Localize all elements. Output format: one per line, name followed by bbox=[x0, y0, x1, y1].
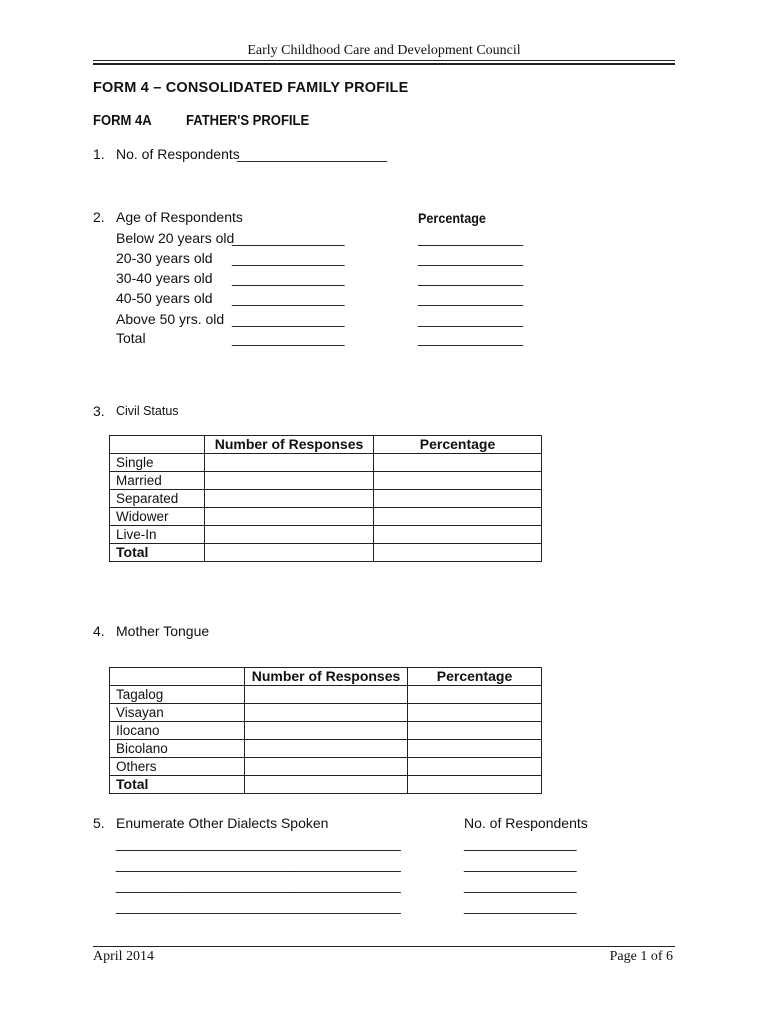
q2-row-label: Total bbox=[116, 330, 146, 346]
row-label: Separated bbox=[110, 490, 205, 508]
header-rule-thick bbox=[93, 63, 675, 65]
responses-cell[interactable] bbox=[205, 490, 374, 508]
table-row bbox=[110, 472, 542, 490]
q2-row-pct[interactable]: ______________ bbox=[418, 250, 523, 266]
civil-status-table bbox=[109, 435, 542, 562]
table-total-row bbox=[110, 776, 542, 794]
table-header-cell bbox=[110, 436, 205, 454]
q2-row-label: 40-50 years old bbox=[116, 290, 213, 306]
table-header-row bbox=[110, 436, 542, 454]
respondents-blank[interactable]: _______________ bbox=[464, 877, 577, 893]
table-row bbox=[110, 508, 542, 526]
row-label: Single bbox=[110, 454, 205, 472]
table-header-cell: Number of Responses bbox=[205, 436, 374, 454]
percentage-cell[interactable] bbox=[408, 686, 542, 704]
dialect-blank[interactable]: ______________________________________ bbox=[116, 835, 401, 851]
q4-label: Mother Tongue bbox=[116, 623, 210, 639]
q2-row-label: Below 20 years old bbox=[116, 230, 235, 246]
responses-cell[interactable] bbox=[245, 776, 408, 794]
responses-cell[interactable] bbox=[245, 722, 408, 740]
table-row bbox=[110, 722, 542, 740]
q1-number: 1. bbox=[93, 146, 105, 162]
q2-row-blank[interactable]: _______________ bbox=[232, 290, 345, 306]
q2-percentage-header: Percentage bbox=[418, 210, 486, 226]
q1-label: No. of Respondents bbox=[116, 146, 240, 162]
total-label: Total bbox=[110, 544, 205, 562]
mother-tongue-table bbox=[109, 667, 542, 794]
q2-row-blank[interactable]: _______________ bbox=[232, 250, 345, 266]
table-header-row bbox=[110, 668, 542, 686]
table-row bbox=[110, 704, 542, 722]
dialect-blank[interactable]: ______________________________________ bbox=[116, 877, 401, 893]
form-title: FORM 4 – CONSOLIDATED FAMILY PROFILE bbox=[93, 80, 409, 96]
responses-cell[interactable] bbox=[245, 740, 408, 758]
q3-label: Civil Status bbox=[116, 404, 179, 418]
q2-row-label: 30-40 years old bbox=[116, 270, 213, 286]
percentage-cell[interactable] bbox=[408, 758, 542, 776]
q5-label: Enumerate Other Dialects Spoken bbox=[116, 815, 329, 831]
q2-row-pct[interactable]: ______________ bbox=[418, 230, 523, 246]
q2-row-pct[interactable]: ______________ bbox=[418, 270, 523, 286]
q2-row-label: Above 50 yrs. old bbox=[116, 311, 225, 327]
q2-row-blank[interactable]: _______________ bbox=[232, 230, 345, 246]
percentage-cell[interactable] bbox=[408, 704, 542, 722]
q2-row-blank[interactable]: _______________ bbox=[232, 311, 345, 327]
respondents-blank[interactable]: _______________ bbox=[464, 898, 577, 914]
profile-title: FATHER'S PROFILE bbox=[186, 113, 310, 129]
responses-cell[interactable] bbox=[205, 544, 374, 562]
footer-date: April 2014 bbox=[93, 949, 155, 964]
respondents-blank[interactable]: _______________ bbox=[464, 856, 577, 872]
q2-label: Age of Respondents bbox=[116, 209, 243, 225]
form-number: FORM 4A bbox=[93, 113, 152, 129]
table-header-cell bbox=[110, 668, 245, 686]
table-header-cell: Percentage bbox=[408, 668, 542, 686]
percentage-cell[interactable] bbox=[374, 472, 542, 490]
header-rule bbox=[93, 60, 675, 61]
percentage-cell[interactable] bbox=[374, 544, 542, 562]
row-label: Married bbox=[110, 472, 205, 490]
dialect-blank[interactable]: ______________________________________ bbox=[116, 898, 401, 914]
q2-row-blank[interactable]: _______________ bbox=[232, 330, 345, 346]
table-header-cell: Number of Responses bbox=[245, 668, 408, 686]
percentage-cell[interactable] bbox=[408, 740, 542, 758]
table-total-row bbox=[110, 544, 542, 562]
percentage-cell[interactable] bbox=[408, 776, 542, 794]
q5-respondents-label: No. of Respondents bbox=[464, 815, 588, 831]
percentage-cell[interactable] bbox=[374, 454, 542, 472]
row-label: Bicolano bbox=[110, 740, 245, 758]
table-row bbox=[110, 686, 542, 704]
q2-row-pct[interactable]: ______________ bbox=[418, 330, 523, 346]
header-org: Early Childhood Care and Development Council bbox=[247, 43, 521, 58]
table-header-cell: Percentage bbox=[374, 436, 542, 454]
q4-number: 4. bbox=[93, 623, 105, 639]
dialect-blank[interactable]: ______________________________________ bbox=[116, 856, 401, 872]
responses-cell[interactable] bbox=[205, 472, 374, 490]
table-row bbox=[110, 740, 542, 758]
q2-row-blank[interactable]: _______________ bbox=[232, 270, 345, 286]
q2-row-label: 20-30 years old bbox=[116, 250, 213, 266]
row-label: Visayan bbox=[110, 704, 245, 722]
row-label: Others bbox=[110, 758, 245, 776]
responses-cell[interactable] bbox=[205, 526, 374, 544]
responses-cell[interactable] bbox=[205, 454, 374, 472]
total-label: Total bbox=[110, 776, 245, 794]
responses-cell[interactable] bbox=[245, 704, 408, 722]
respondents-blank[interactable]: _______________ bbox=[464, 835, 577, 851]
percentage-cell[interactable] bbox=[374, 490, 542, 508]
q5-number: 5. bbox=[93, 815, 105, 831]
table-row bbox=[110, 526, 542, 544]
q1-blank[interactable]: ____________________ bbox=[237, 146, 387, 162]
responses-cell[interactable] bbox=[205, 508, 374, 526]
responses-cell[interactable] bbox=[245, 758, 408, 776]
row-label: Live-In bbox=[110, 526, 205, 544]
row-label: Ilocano bbox=[110, 722, 245, 740]
q3-number: 3. bbox=[93, 403, 105, 419]
table-row bbox=[110, 454, 542, 472]
percentage-cell[interactable] bbox=[374, 526, 542, 544]
row-label: Widower bbox=[110, 508, 205, 526]
percentage-cell[interactable] bbox=[374, 508, 542, 526]
percentage-cell[interactable] bbox=[408, 722, 542, 740]
q2-number: 2. bbox=[93, 209, 105, 225]
footer-rule bbox=[93, 946, 675, 947]
q2-row-pct[interactable]: ______________ bbox=[418, 311, 523, 327]
footer-page-number: Page 1 of 6 bbox=[609, 949, 673, 964]
table-row bbox=[110, 758, 542, 776]
row-label: Tagalog bbox=[110, 686, 245, 704]
responses-cell[interactable] bbox=[245, 686, 408, 704]
q2-row-pct[interactable]: ______________ bbox=[418, 290, 523, 306]
table-row bbox=[110, 490, 542, 508]
